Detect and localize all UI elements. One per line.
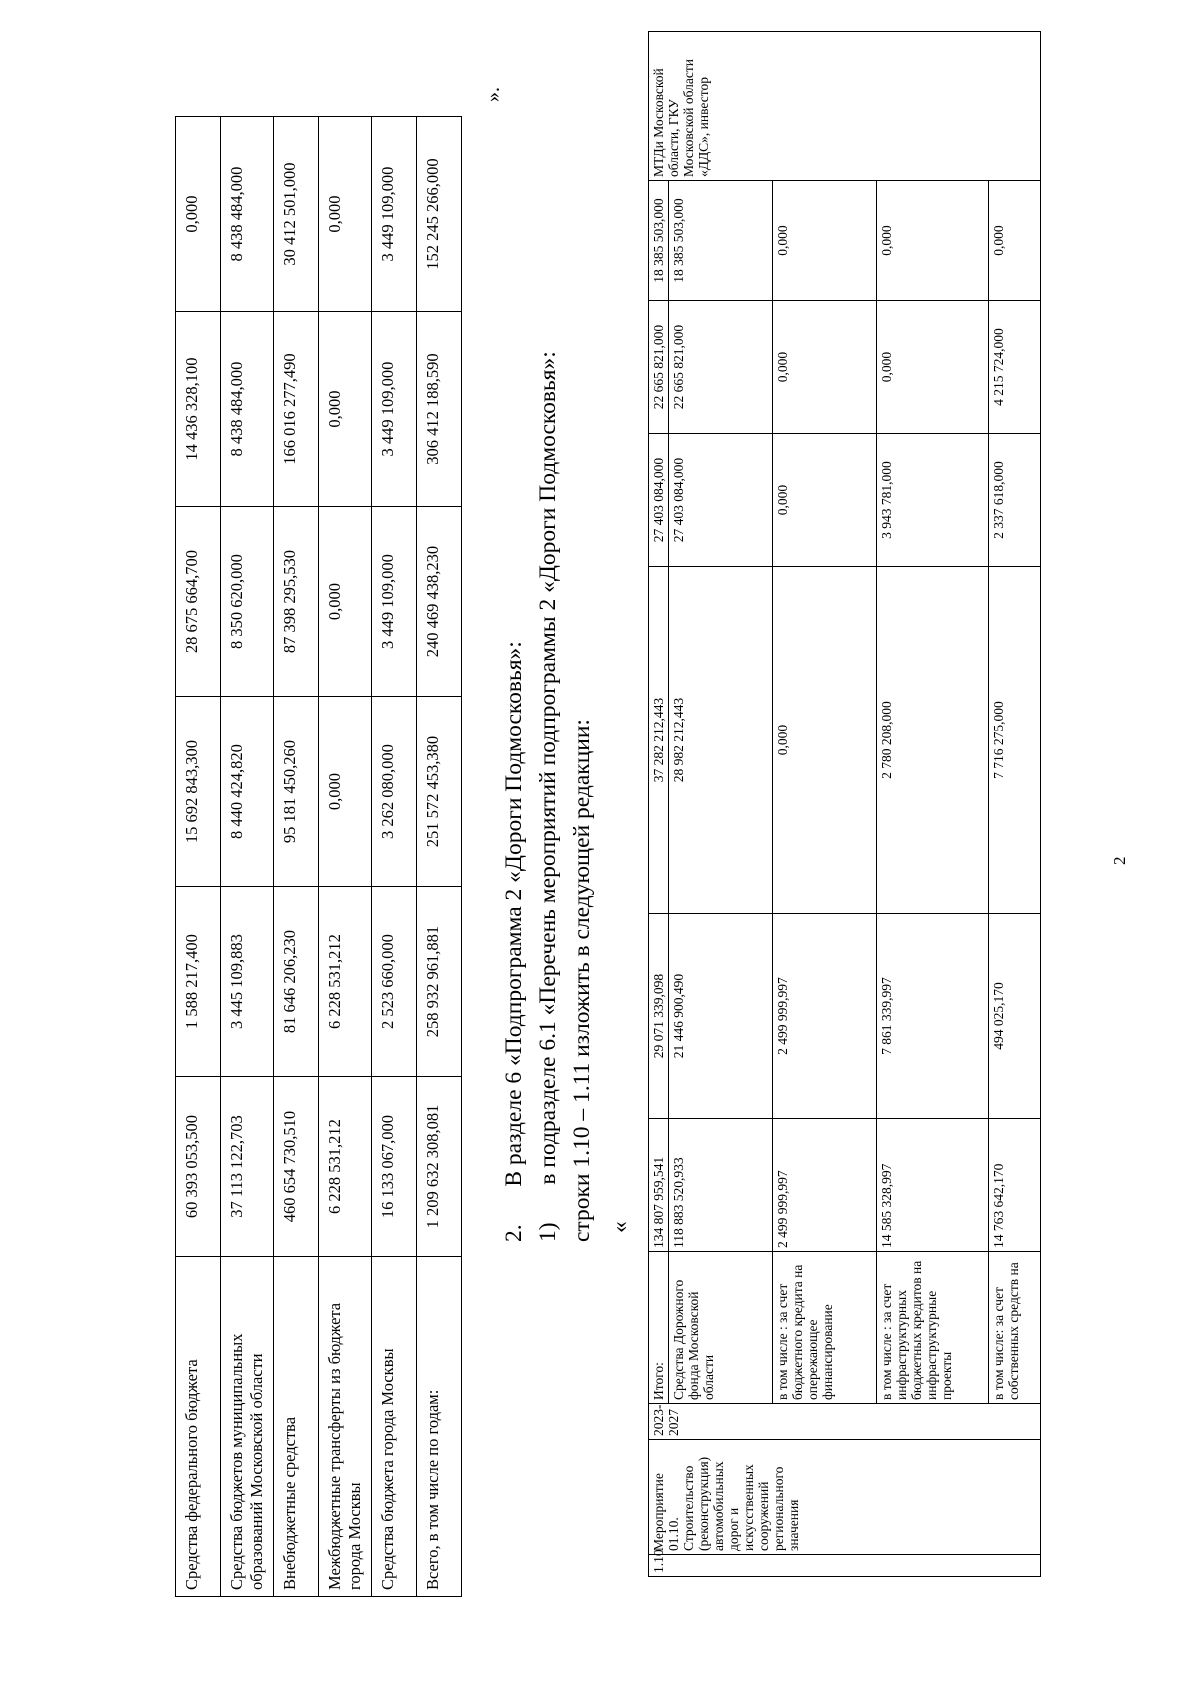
event-cell: 134 807 959,541: [649, 1119, 669, 1252]
event-cell: 0,000: [773, 181, 877, 301]
event-cell: 18 385 503,000: [669, 181, 773, 301]
summary-row: [176, 117, 221, 1597]
summary-cell: 166 016 277,490: [274, 312, 319, 507]
open-quote: «: [607, 1221, 633, 1233]
event-row-label: в том числе : за счет инфраструктурных бюджетных кредитов на инфраструктурные проекты: [877, 1252, 989, 1404]
summary-cell: 8 440 424,820: [221, 697, 274, 887]
summary-cell: 152 245 266,000: [417, 117, 462, 312]
summary-cell: 3 449 109,000: [372, 507, 417, 697]
summary-cell: 16 133 067,000: [372, 1077, 417, 1257]
event-cell: 2 499 999,997: [773, 1119, 877, 1252]
event-row: [669, 32, 773, 1577]
summary-cell: 0,000: [319, 697, 372, 887]
event-cell: 2 499 999,997: [773, 914, 877, 1119]
page-number: 2: [1110, 856, 1129, 865]
event-cell: 2 337 618,000: [989, 434, 1041, 567]
event-row-label: Средства Дорожного фонда Московской области: [669, 1252, 773, 1404]
summary-row-label: Всего, в том числе по годам:: [417, 1257, 462, 1597]
event-row: [773, 32, 877, 1577]
summary-cell: 306 412 188,590: [417, 312, 462, 507]
event-cell: 0,000: [773, 567, 877, 914]
event-table: [648, 31, 1041, 1577]
event-cell: 3 943 781,000: [877, 434, 989, 567]
event-row: [989, 32, 1041, 1577]
event-cell: 27 403 084,000: [669, 434, 773, 567]
summary-cell: 0,000: [176, 117, 221, 312]
event-cell: 29 071 339,098: [649, 914, 669, 1119]
event-cell: 494 025,170: [989, 914, 1041, 1119]
summary-cell: 251 572 453,380: [417, 697, 462, 887]
event-name: Мероприятие 01.10. Строительство (реконструкция) автомобильных дорог и искусственных сооружений регионального значения: [649, 1440, 1041, 1555]
summary-row: [221, 117, 274, 1597]
summary-cell: 60 393 053,500: [176, 1077, 221, 1257]
summary-cell: 3 445 109,883: [221, 887, 274, 1077]
summary-cell: 81 646 206,230: [274, 887, 319, 1077]
summary-cell: 8 350 620,000: [221, 507, 274, 697]
event-row: [649, 32, 669, 1577]
event-cell: 2 780 208,000: [877, 567, 989, 914]
summary-cell: 30 412 501,000: [274, 117, 319, 312]
summary-cell: 37 113 122,703: [221, 1077, 274, 1257]
summary-cell: 0,000: [319, 117, 372, 312]
summary-cell: 240 469 438,230: [417, 507, 462, 697]
event-cell: 0,000: [877, 301, 989, 434]
summary-cell: 28 675 664,700: [176, 507, 221, 697]
event-cell: 0,000: [877, 181, 989, 301]
event-cell: 0,000: [989, 181, 1041, 301]
event-cell: 0,000: [773, 434, 877, 567]
summary-row: [274, 117, 319, 1597]
subsection-heading: в подразделе 6.1 «Перечень мероприятий подпрограммы 2 «Дороги Подмосковья»:: [535, 351, 561, 1185]
summary-cell: 8 438 484,000: [221, 312, 274, 507]
event-cell: 14 585 328,997: [877, 1119, 989, 1252]
event-row-number: 1.10: [649, 1555, 1041, 1577]
section-line-3: строки 1.10 – 1.11 изложить в следующей редакции:: [569, 719, 595, 1242]
event-cell: 14 763 642,170: [989, 1119, 1041, 1252]
event-cell: 21 446 900,490: [669, 914, 773, 1119]
summary-row: [417, 117, 462, 1597]
section-line-2: [534, 351, 563, 1242]
event-cell: 118 883 520,933: [669, 1119, 773, 1252]
summary-row-label: Внебюджетные средства: [274, 1257, 319, 1597]
summary-cell: 95 181 450,260: [274, 697, 319, 887]
event-cell: 28 982 212,443: [669, 567, 773, 914]
summary-row-label: Средства бюджета города Москвы: [372, 1257, 417, 1597]
event-cell: 27 403 084,000: [649, 434, 669, 567]
summary-cell: 87 398 295,530: [274, 507, 319, 697]
closing-quote: ».: [482, 87, 504, 102]
event-cell: 0,000: [773, 301, 877, 434]
funding-summary-table: [175, 116, 462, 1597]
event-row-label: в том числе : за счет бюджетного кредита на опережающее финансирование: [773, 1252, 877, 1404]
summary-row-label: Средства бюджетов муниципальных образований Московской области: [221, 1257, 274, 1597]
event-cell: 18 385 503,000: [649, 181, 669, 301]
summary-cell: 1 209 632 308,081: [417, 1077, 462, 1257]
section-heading: В разделе 6 «Подпрограмма 2 «Дороги Подмосковья»:: [501, 641, 527, 1187]
summary-cell: 14 436 328,100: [176, 312, 221, 507]
summary-cell: 0,000: [319, 507, 372, 697]
summary-cell: 2 523 660,000: [372, 887, 417, 1077]
event-row: [877, 32, 989, 1577]
event-executor: МТДи Московской области, ГКУ Московской области «ДДС», инвестор: [649, 32, 1041, 181]
event-cell: 7 861 339,997: [877, 914, 989, 1119]
summary-cell: 6 228 531,212: [319, 1077, 372, 1257]
event-cell: 22 665 821,000: [649, 301, 669, 434]
summary-cell: 3 449 109,000: [372, 117, 417, 312]
section-number: 2.: [501, 1224, 527, 1242]
summary-cell: 460 654 730,510: [274, 1077, 319, 1257]
event-cell: 37 282 212,443: [649, 567, 669, 914]
event-cell: 7 716 275,000: [989, 567, 1041, 914]
event-row-label: Итого:: [649, 1252, 669, 1404]
section-line-1: [500, 641, 529, 1242]
summary-cell: 3 449 109,000: [372, 312, 417, 507]
summary-row-label: Межбюджетные трансферты из бюджета города Москвы: [319, 1257, 372, 1597]
event-cell: 22 665 821,000: [669, 301, 773, 434]
summary-cell: 3 262 080,000: [372, 697, 417, 887]
event-cell: 4 215 724,000: [989, 301, 1041, 434]
event-row-label: в том числе: за счет собственных средств на: [989, 1252, 1041, 1404]
summary-row-label: Средства федерального бюджета: [176, 1257, 221, 1597]
summary-cell: 6 228 531,212: [319, 887, 372, 1077]
summary-cell: 0,000: [319, 312, 372, 507]
summary-cell: 1 588 217,400: [176, 887, 221, 1077]
event-period: 2023-2027: [649, 1404, 1041, 1440]
summary-cell: 8 438 484,000: [221, 117, 274, 312]
summary-row: [372, 117, 417, 1597]
subsection-number: 1): [535, 1222, 561, 1242]
summary-row: [319, 117, 372, 1597]
summary-cell: 15 692 843,300: [176, 697, 221, 887]
summary-cell: 258 932 961,881: [417, 887, 462, 1077]
